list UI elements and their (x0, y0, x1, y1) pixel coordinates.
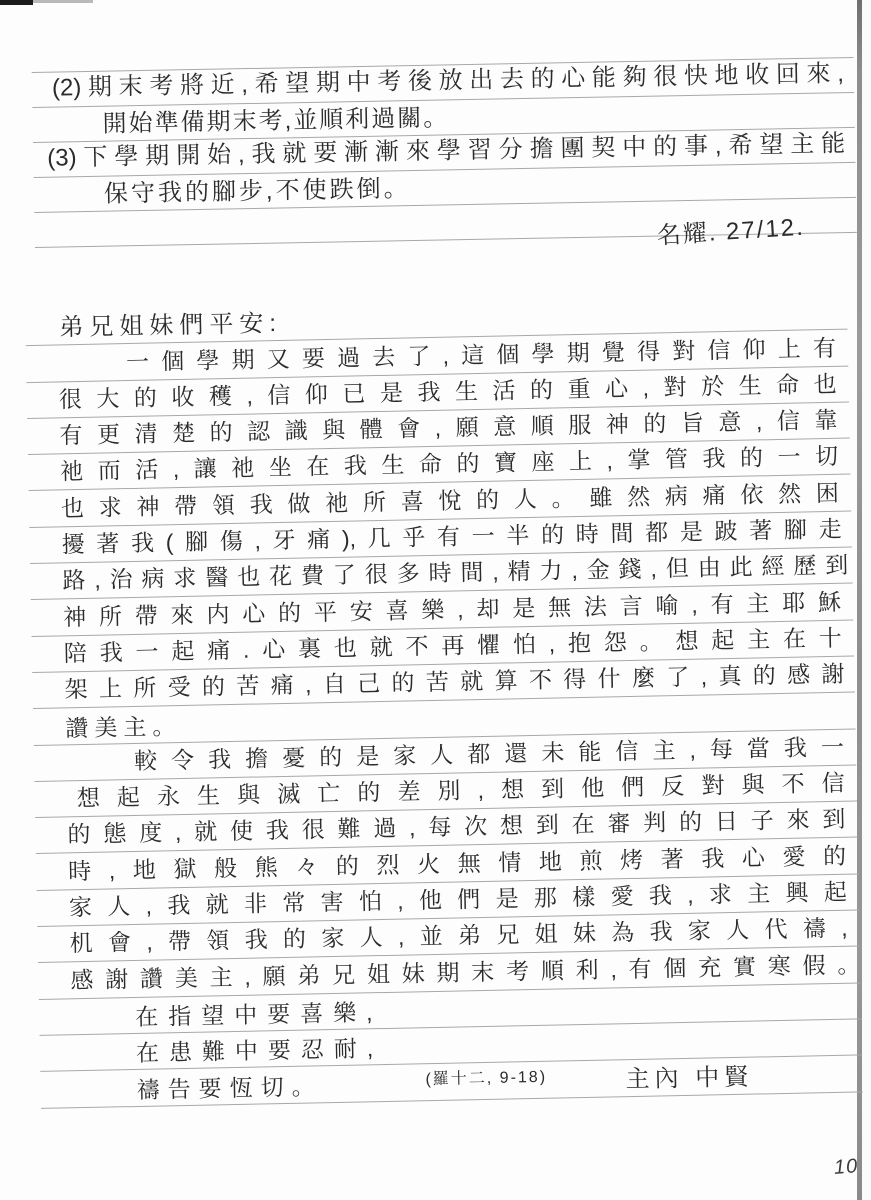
scan-right-margin (862, 0, 871, 1200)
closing-verse-line: 在患難中要忍耐, (135, 1035, 384, 1067)
letter-section (25, 294, 863, 1109)
letter-body-line: 也求神帶領我做祂所喜悅的人。雖然病痛依然困 (60, 479, 840, 522)
letter-body-line: 陪我一起痛.心裏也就不再懼怕,抱怨。想起主在十 (63, 624, 842, 667)
top-note-line-3: (3)下學期開始,我就要漸漸來學習分擔團契中的事,希望主能 (47, 130, 846, 172)
letter-body-line: 想起永生與滅亡的差別,想到他們反對與不信 (76, 769, 845, 812)
verse-reference: (羅十二, 9-18) (425, 1068, 548, 1088)
letter-body-line: 神所帶來内心的平安喜樂,却是無法言喻,有主耶穌 (62, 588, 842, 631)
top-note-signature: 名耀. 27/12. (656, 213, 806, 250)
letter-body-line: 家人,我就非常害怕,他們是那樣愛我,求主興起 (68, 878, 848, 921)
closing-verse-line: 禱告要恆切。 (136, 1072, 323, 1103)
letter-body-line: 路,治病求醫也花費了很多時間,精力,金錢,但由此經歷到 (62, 551, 849, 594)
top-note-line-2: 開始準備期末考,並順利過關。 (102, 104, 450, 138)
letter-body-line: 讚美主。 (65, 712, 182, 741)
top-note-line-4: 保守我的腳步,不使跌倒。 (103, 175, 411, 208)
letter-body-line: 感謝讚美主,願弟兄姐妹期末考順利,有個充實寒假。 (70, 951, 861, 993)
letter-body-line: 有更清楚的認識與體會,願意順服神的旨意,信靠 (59, 406, 838, 449)
letter-body-line: 擾著我(腳傷,牙痛),几乎有一半的時間都是跛著腳走 (61, 515, 842, 558)
scan-corner-artifact-light (33, 0, 93, 3)
letter-body-line: 時,地獄般熊々的烈火無情地煎烤著我心愛的 (67, 842, 847, 885)
letter-body-line: 很大的收穫,信仰已是我生活的重心,對於生命也 (58, 370, 837, 413)
closing-verse-line: 在指望中要喜樂, (134, 998, 383, 1030)
letter-body-line: 机會,帶領我的家人,並弟兄姐妹為我家人代禱, (69, 915, 848, 957)
letter-body-line: 較令我擔憂的是家人都還未能信主,每當我一 (133, 733, 845, 774)
letter-body-line: 一個學期又要過去了,這個學期覺得對信仰上有 (125, 334, 837, 375)
top-note-section (31, 23, 857, 248)
letter-body-line: 的態度,就使我很難過,每次想到在審判的日子來到 (67, 806, 846, 848)
page-number: 10 (833, 1155, 859, 1179)
letter-body-line: 架上所受的苦痛,自己的苦就算不得什麼了,真的感謝 (64, 660, 845, 703)
letter-body-line: 祂而活,讓祂坐在我生命的寶座上,掌管我的一切 (59, 443, 839, 485)
letter-salutation: 弟兄姐妹們平安: (59, 310, 283, 342)
top-note-line-1: (2)期末考將近,希望期中考後放出去的心能夠很快地收回來, (51, 60, 845, 102)
letter-signature: 主內 中賢 (625, 1063, 754, 1093)
scan-corner-artifact (0, 0, 33, 5)
